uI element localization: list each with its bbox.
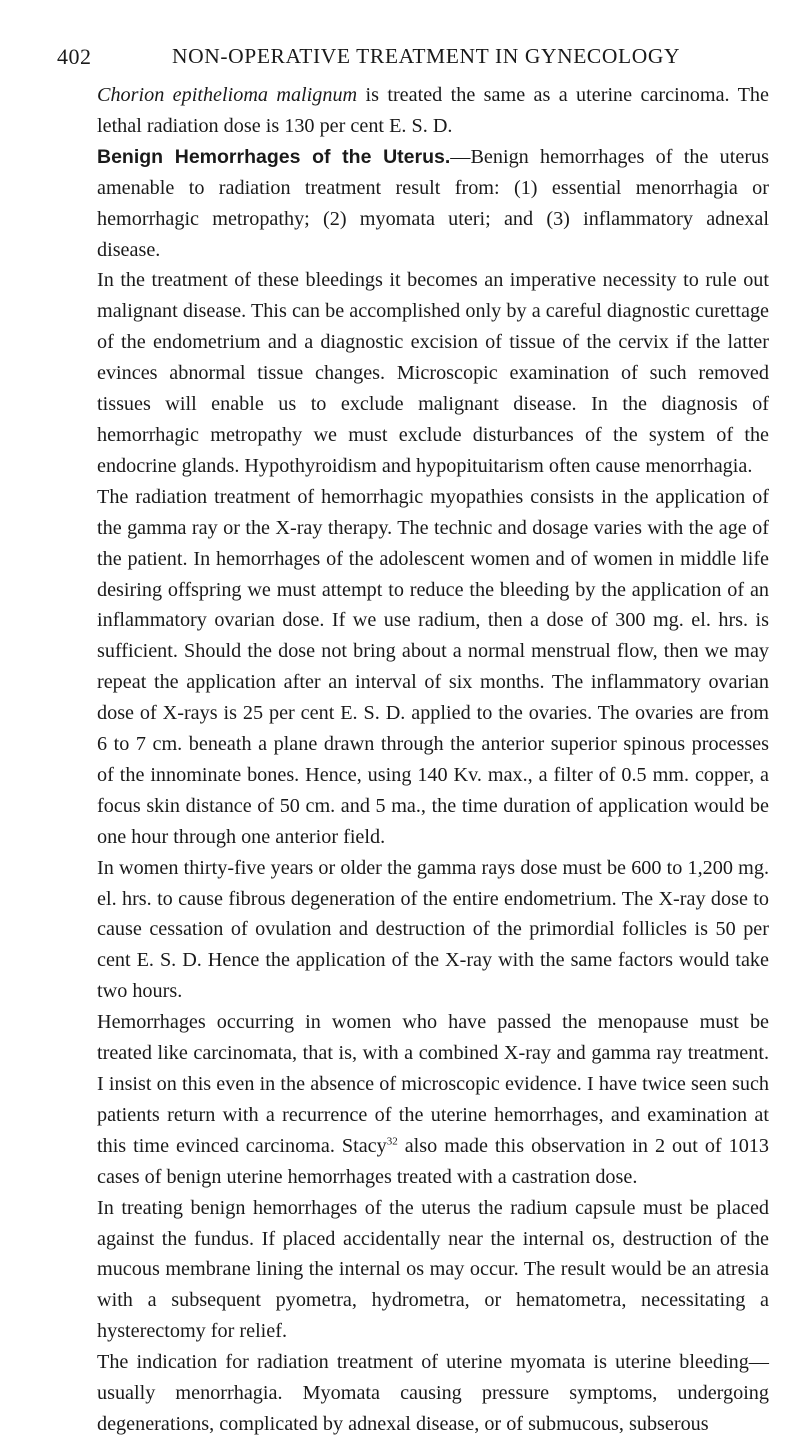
body-text [97,80,769,1440]
paragraph-menopause [97,1007,769,1192]
reference-number: 32 [386,1135,398,1148]
paragraph-radiation-treatment: The radiation treatment of hemorrhagic myopathies consists in the application of the gamma ray or the X-ray therapy. The technic and dosage varies with the age of the patient. In hemorrhages of the adolescent women and of women in middle life desiring offspring we must attempt to reduce the bleeding by the application of an inflammatory ovarian dose. If we use radium, then a dose of 300 mg. el. hrs. is sufficient. Should the dose not bring about a normal menstrual flow, then we may repeat the application after an interval of six months. The inflammatory ovarian dose of X-rays is 25 per cent E. S. D. applied to the ovaries. The ovaries are from 6 to 7 cm. beneath a plane drawn through the anterior superior spinous processes of the innominate bones. Hence, using 140 Kv. max., a filter of 0.5 mm. copper, a focus skin distance of 50 cm. and 5 ma., the time duration of application would be one hour through one anterior field. [97,485,769,848]
paragraph-myomata-indication: The indication for radiation treatment of uterine myomata is uterine bleeding—usually menorrhagia. Myomata causing pressure symptoms, undergoing degenerations, complicated by adnexal disease, or of submucous, subserous [97,1351,769,1435]
paragraph-text: Hemorrhages occurring in women who have passed the menopause must be treated like carcinomata, that is, with a combined X-ray and gamma ray treatment. I insist on this even in the absence of microscopic evidence. I have twice seen such patients return with a recurrence of the uterine hemorrhages, and examination at this time evinced carcinoma. Stacy [97,1011,769,1157]
page-number: 402 [57,44,92,69]
paragraph-chorion [97,80,769,142]
page-header [57,44,757,74]
paragraph-text: —Benign hemorrhages of the uterus amenable to radiation treatment result from: (1) essential menorrhagia or hemorrhagic metropathy; (2) myomata uteri; and (3) inflammatory adnexal disease. [97,145,769,261]
italic-term: Chorion epithelioma malignum [97,84,358,106]
paragraph-older-women: In women thirty-five years or older the gamma rays dose must be 600 to 1,200 mg. el. hrs. to cause fibrous degeneration of the entire endometrium. The X-ray dose to cause cessation of ovulation and destruction of the primordial follicles is 50 per cent E. S. D. Hence the application of the X-ray with the same factors would take two hours. [97,856,769,1003]
paragraph-rule-out-malignancy: In the treatment of these bleedings it becomes an imperative necessity to rule out malignant disease. This can be accomplished only by a careful diagnostic curettage of the endometrium and a diagnostic excision of tissue of the cervix if the latter evinces abnormal tissue changes. Microscopic examination of such removed tissues will enable us to exclude malignant disease. In the diagnosis of hemorrhagic metropathy we must exclude disturbances of the system of the endocrine glands. Hypothyroidism and hypopituitarism often cause menorrhagia. [97,269,769,477]
running-head: NON-OPERATIVE TREATMENT IN GYNECOLOGY [172,44,681,68]
paragraph-text: is treated the same as a uterine carcinoma. The lethal radiation dose is 130 per cent E. S. D. [97,84,769,137]
section-heading: Benign Hemorrhages of the Uterus. [97,145,451,168]
paragraph-benign-hemorrhages [97,142,769,266]
paragraph-text: also made this observation in 2 out of 1013 cases of benign uterine hemorrhages treated with a castration dose. [97,1134,769,1188]
paragraph-radium-capsule: In treating benign hemorrhages of the uterus the radium capsule must be placed against the fundus. If placed accidentally near the internal os, destruction of the mucous membrane lining the internal os may occur. The result would be an atresia with a subsequent pyometra, hydrometra, or hematometra, necessitating a hysterectomy for relief. [97,1196,769,1343]
